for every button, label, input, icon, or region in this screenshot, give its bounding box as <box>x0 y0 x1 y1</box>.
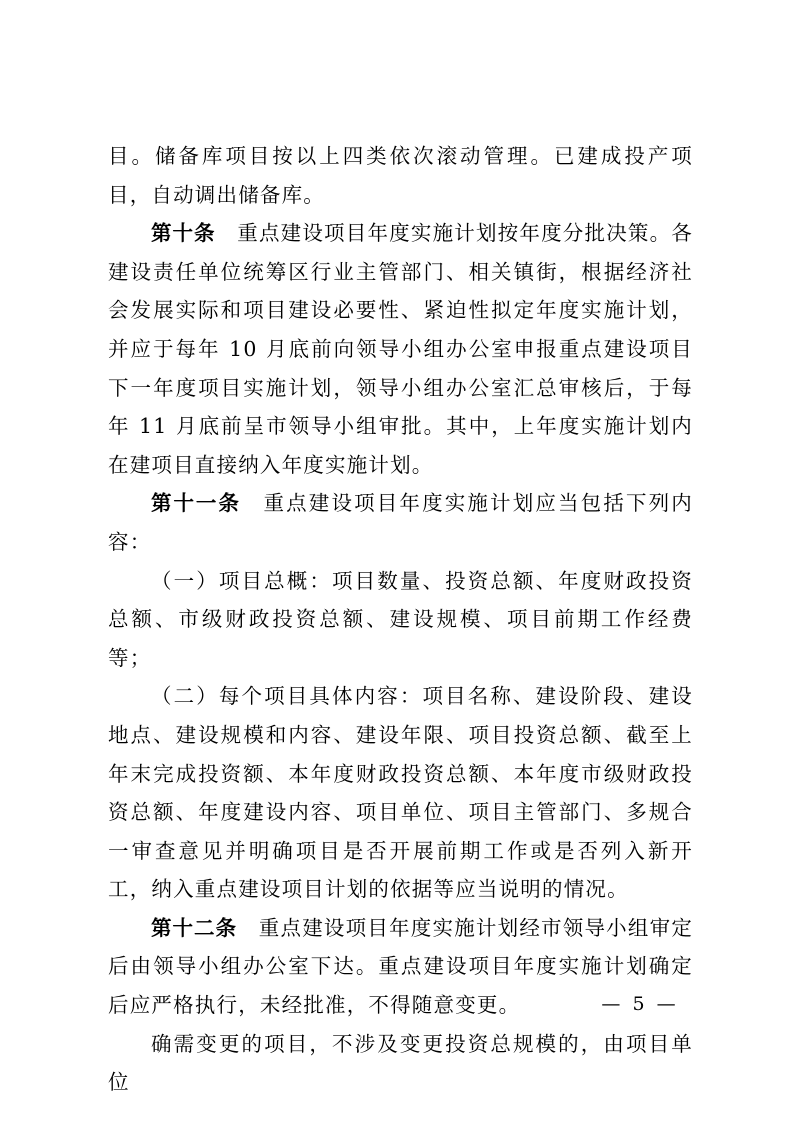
paragraph-text: （一）项目总概：项目数量、投资总额、年度财政投资总额、市级财政投资总额、建设规模、项目前期工作经费等； <box>108 568 693 670</box>
article-heading: 第十条 <box>151 221 216 246</box>
paragraph-text: 重点建设项目年度实施计划经市领导小组审定后由领导小组办公室下达。重点建设项目年度实施计划确定后应严格执行，未经批准，不得随意变更。 <box>108 915 694 1018</box>
paragraph-text: 重点建设项目年度实施计划按年度分批决策。各建设责任单位统筹区行业主管部门、相关镇街，根据经济社会发展实际和项目建设必要性、紧迫性拟定年度实施计划，并应于每年 10 月底前向领导小组办公室申报重点建设项目下一年度项目实施计划，领导小组办公室汇总审核后，于每年 11 月底前呈市领导小组审批。其中，上年度实施计划内在建项目直接纳入年度实施计划。 <box>108 221 694 477</box>
article-heading: 第十二条 <box>151 915 238 940</box>
article-11-paragraph <box>108 484 693 561</box>
list-item-1-paragraph <box>108 562 693 678</box>
paragraph-text: 确需变更的项目，不涉及变更投资总规模的，由项目单位 <box>108 1031 693 1095</box>
article-10-paragraph <box>108 214 693 484</box>
paragraph-text: （二）每个项目具体内容：项目名称、建设阶段、建设地点、建设规模和内容、建设年限、项目投资总额、截至上年末完成投资额、本年度财政投资总额、本年度市级财政投资总额、年度建设内容、项目单位、项目主管部门、多规合一审查意见并明确项目是否开展前期工作或是否列入新开工，纳入重点建设项目计划的依据等应当说明的情况。 <box>108 684 693 902</box>
paragraph-continued-next-page <box>108 1025 693 1102</box>
paragraph-continuation <box>108 137 693 214</box>
article-heading: 第十一条 <box>151 491 241 516</box>
page-number: — 5 — <box>601 993 679 1015</box>
paragraph-text: 重点建设项目年度实施计划应当包括下列内容： <box>108 491 693 554</box>
paragraph-text: 目。储备库项目按以上四类依次滚动管理。已建成投产项目，自动调出储备库。 <box>108 144 693 207</box>
list-item-2-paragraph <box>108 677 693 909</box>
document-body <box>108 137 693 1102</box>
